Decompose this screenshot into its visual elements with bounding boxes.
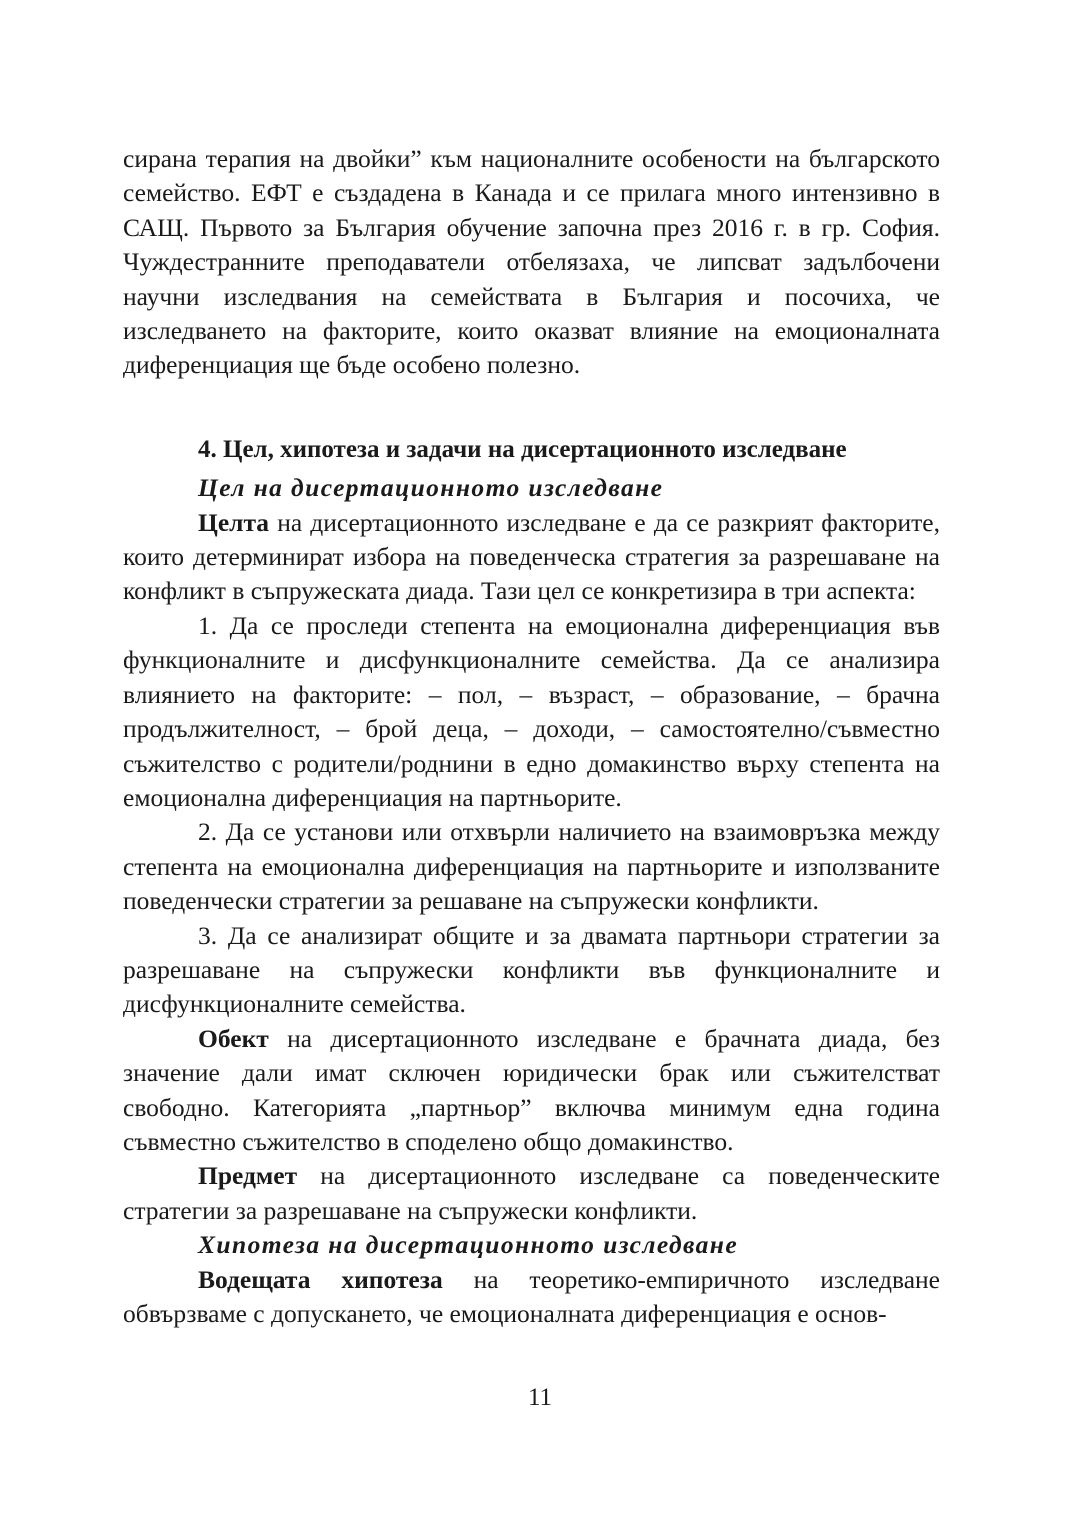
goal-item-2: 2. Да се установи или отхвърли наличието на взаимовръзка между степента на емоционална диференциация на партньорите и използваните поведенчески стратегии за решаване на съпружески конфликти. [123, 817, 940, 916]
hypothesis-text: на теоретико-емпиричното изследване обвързваме с допускането, че емоционалната диференциация е основ- [123, 1264, 940, 1328]
page-body [123, 142, 940, 1331]
object-paragraph [123, 1022, 940, 1160]
goal-paragraph [123, 506, 940, 609]
object-text: на дисертационното изследване е брачната диада, без значение дали имат сключен юридически брак или съжителстват свободно. Категорията „партньор” включва минимум една година съвместно съжителство в споделено общо домакинство. [123, 1023, 940, 1156]
goal-item-3: 3. Да се анализират общите и за двамата партньори стратегии за разрешаване на съпружески конфликти във функционалните и дисфункционалните семейства. [123, 920, 940, 1019]
object-lead: Обект [198, 1023, 269, 1053]
hypothesis-heading: Хипотеза на дисертационното изследване [198, 1230, 739, 1260]
goal-text: на дисертационното изследване е да се разкрият факторите, които детерминират избора на поведенческа стратегия за разрешаване на конфликт в съпружеската диада. Тази цел се конкретизира в три аспекта: [123, 507, 940, 606]
goal-item-1: 1. Да се проследи степента на емоционална диференциация във функционалните и дисфункционалните семейства. Да се анализира влиянието на факторите: – пол, – възраст, – образование, – брачна продължителност, – брой деца, – доходи, – самостоятелно/съвместно съжителство с родители/роднини в едно домакинство върху степента на емоционална диференциация на партньорите. [123, 610, 940, 812]
goal-lead: Целта [198, 507, 270, 537]
goal-heading: Цел на дисертационното изследване [198, 473, 664, 503]
subject-paragraph [123, 1159, 940, 1228]
hypothesis-paragraph [123, 1263, 940, 1332]
page-number: 11 [527, 1384, 553, 1411]
intro-paragraph: сирана терапия на двойки” към националните особености на българското семейство. ЕФТ е създадена в Канада и се прилага много интензивно в САЩ. Първото за България обучение започна през 2016 г. в гр. София. Чуждестранните преподаватели отбелязаха, че липсват задълбочени научни изследвания на семействата в България и посочиха, че изследването на факторите, които оказват влияние на емоционалната диференциация ще бъде особено полезно. [123, 144, 940, 380]
subject-text: на дисертационното изследване са поведенческите стратегии за разрешаване на съпружески конфликти. [123, 1161, 940, 1225]
hypothesis-lead: Водещата хипотеза [198, 1264, 443, 1294]
section-heading: 4. Цел, хипотеза и задачи на дисертационното изследване [198, 435, 847, 463]
subject-lead: Предмет [198, 1161, 298, 1191]
